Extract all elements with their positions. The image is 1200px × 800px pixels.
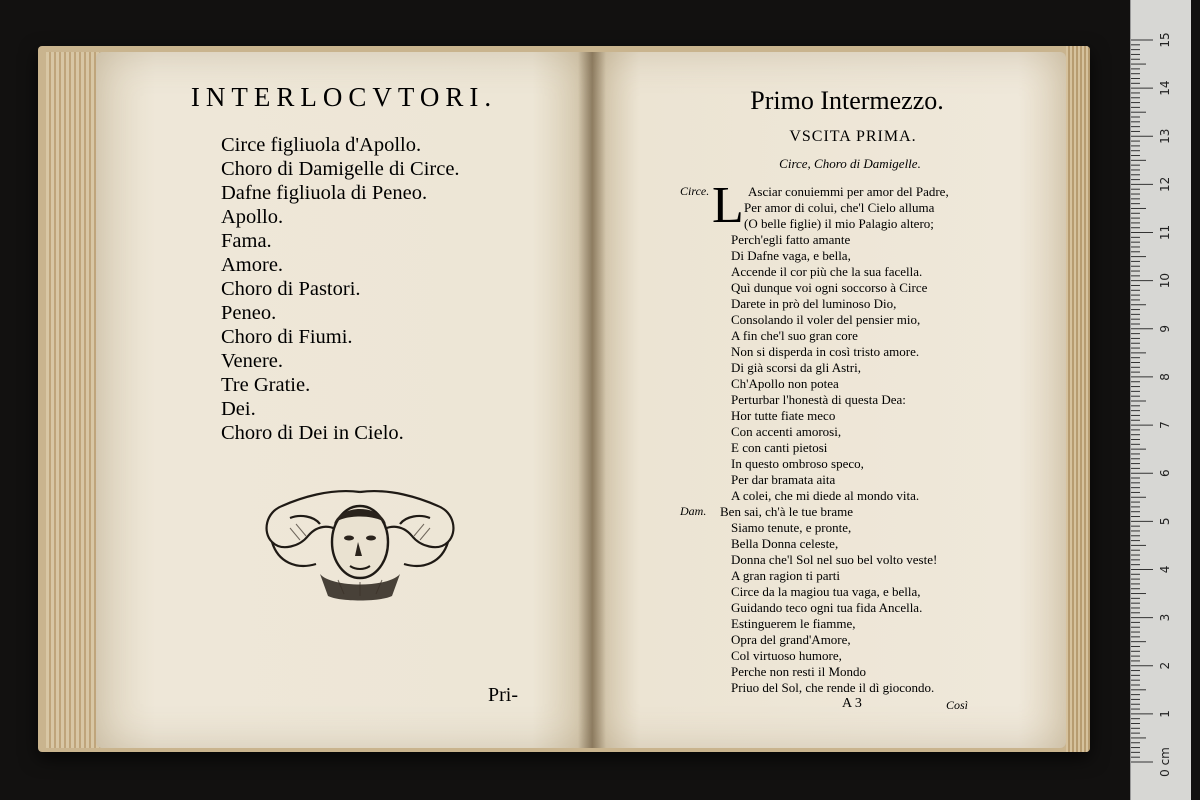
signature-mark: A 3 bbox=[842, 696, 862, 711]
scene-subtitle: VSCITA PRIMA. bbox=[789, 128, 917, 145]
verse-line: Priuo del Sol, che rende il dì giocondo. bbox=[731, 680, 935, 695]
ruler-label: 1 bbox=[1158, 710, 1172, 718]
verse-line: Per dar bramata aita bbox=[731, 472, 836, 487]
measurement-ruler bbox=[1130, 0, 1191, 800]
verse-line: (O belle figlie) il mio Palagio altero; bbox=[744, 216, 934, 231]
verse-line: Consolando il voler del pensier mio, bbox=[731, 312, 921, 327]
verse-line: Accende il cor più che la sua facella. bbox=[731, 264, 923, 279]
verse-line: A colei, che mi diede al mondo vita. bbox=[731, 488, 920, 503]
verse-line: Di Dafne vaga, e bella, bbox=[731, 248, 851, 263]
verse-line: Circe da la magiou tua vaga, e bella, bbox=[731, 584, 921, 599]
verse-line: Estinguerem le fiamme, bbox=[731, 616, 856, 631]
catchword-left: Pri- bbox=[488, 684, 518, 706]
spine-gutter bbox=[578, 52, 606, 748]
catchword-right: Così bbox=[946, 698, 969, 712]
speaker-label-dam: Dam. bbox=[680, 504, 707, 518]
verse-line: Opra del grand'Amore, bbox=[731, 632, 851, 647]
verse-line: Darete in prò del luminoso Dio, bbox=[731, 296, 897, 311]
cast-item: Dafne figliuola di Peneo. bbox=[221, 182, 428, 204]
verse-line: E con canti pietosi bbox=[731, 440, 828, 455]
intermezzo-title: Primo Intermezzo. bbox=[750, 86, 944, 115]
ruler-scale bbox=[1131, 0, 1191, 800]
ruler-label: 7 bbox=[1158, 421, 1172, 429]
cast-item: Apollo. bbox=[221, 206, 284, 228]
verse-line: Perturbar l'honestà di questa Dea: bbox=[731, 392, 906, 407]
verse-line: Non si disperda in così tristo amore. bbox=[731, 344, 920, 359]
ruler-label: 3 bbox=[1158, 613, 1172, 622]
verse-line: Ben sai, ch'à le tue brame bbox=[720, 504, 854, 519]
cast-item: Choro di Fiumi. bbox=[221, 326, 353, 348]
verse-line: Hor tutte fiate meco bbox=[731, 408, 836, 423]
verse-line: In questo ombroso speco, bbox=[731, 456, 864, 471]
cast-item: Choro di Damigelle di Circe. bbox=[221, 158, 460, 180]
cast-item: Venere. bbox=[221, 350, 284, 372]
verse-line: Con accenti amorosi, bbox=[731, 424, 842, 439]
verse-line: Di già scorsi da gli Astri, bbox=[731, 360, 861, 375]
scene-characters: Circe, Choro di Damigelle. bbox=[779, 156, 921, 171]
page-edges-right bbox=[1066, 46, 1090, 752]
ruler-label: 9 bbox=[1158, 324, 1172, 333]
cast-item: Choro di Pastori. bbox=[221, 278, 361, 300]
cast-list bbox=[221, 133, 460, 445]
ruler-label: 15 bbox=[1158, 32, 1172, 48]
cast-item: Peneo. bbox=[221, 302, 277, 324]
ruler-label: 13 bbox=[1158, 128, 1172, 144]
bleed-through-text bbox=[300, 120, 311, 132]
ruler-label: 5 bbox=[1158, 517, 1172, 526]
ruler-label: 12 bbox=[1158, 176, 1172, 193]
verse-line: Guidando teco ogni tua fida Ancella. bbox=[731, 600, 923, 615]
verse-line: Asciar conuiemmi per amor del Padre, bbox=[748, 184, 949, 199]
ruler-label: 8 bbox=[1158, 373, 1172, 381]
cast-item: Tre Gratie. bbox=[221, 374, 311, 396]
speaker-label-circe: Circe. bbox=[680, 184, 710, 198]
verse-line: A fin che'l suo gran core bbox=[731, 328, 858, 343]
verse-line: Siamo tenute, e pronte, bbox=[731, 520, 852, 535]
verse-line: Perche non resti il Mondo bbox=[731, 664, 867, 679]
verse-line: Donna che'l Sol nel suo bel volto veste! bbox=[731, 552, 938, 567]
verse-line: Col virtuoso humore, bbox=[731, 648, 842, 663]
ruler-label: 11 bbox=[1158, 224, 1172, 241]
cast-item: Fama. bbox=[221, 230, 272, 252]
cast-item: Amore. bbox=[221, 254, 284, 276]
ruler-label: 0 cm bbox=[1158, 747, 1172, 777]
drop-cap: L bbox=[712, 177, 744, 234]
ruler-label: 2 bbox=[1158, 661, 1172, 670]
verse-line: Per amor di colui, che'l Cielo alluma bbox=[744, 200, 935, 215]
verse-line: Bella Donna celeste, bbox=[731, 536, 839, 551]
ruler-label: 14 bbox=[1158, 80, 1172, 96]
page-heading: INTERLOCVTORI. bbox=[190, 82, 498, 112]
mask-ornament-icon bbox=[260, 484, 460, 602]
cast-item: Dei. bbox=[221, 398, 256, 420]
ruler-label: 4 bbox=[1158, 565, 1172, 574]
verse-line: A gran ragion ti parti bbox=[731, 568, 841, 583]
ruler-label: 10 bbox=[1158, 273, 1172, 289]
ruler-label: 6 bbox=[1158, 469, 1172, 478]
cast-item: Choro di Dei in Cielo. bbox=[221, 422, 404, 444]
verse-line: Quì dunque voi ogni soccorso à Circe bbox=[731, 280, 928, 295]
verse-line: Ch'Apollo non potea bbox=[731, 376, 839, 391]
verse-line: Perch'egli fatto amante bbox=[731, 232, 851, 247]
cast-item: Circe figliuola d'Apollo. bbox=[221, 134, 422, 156]
